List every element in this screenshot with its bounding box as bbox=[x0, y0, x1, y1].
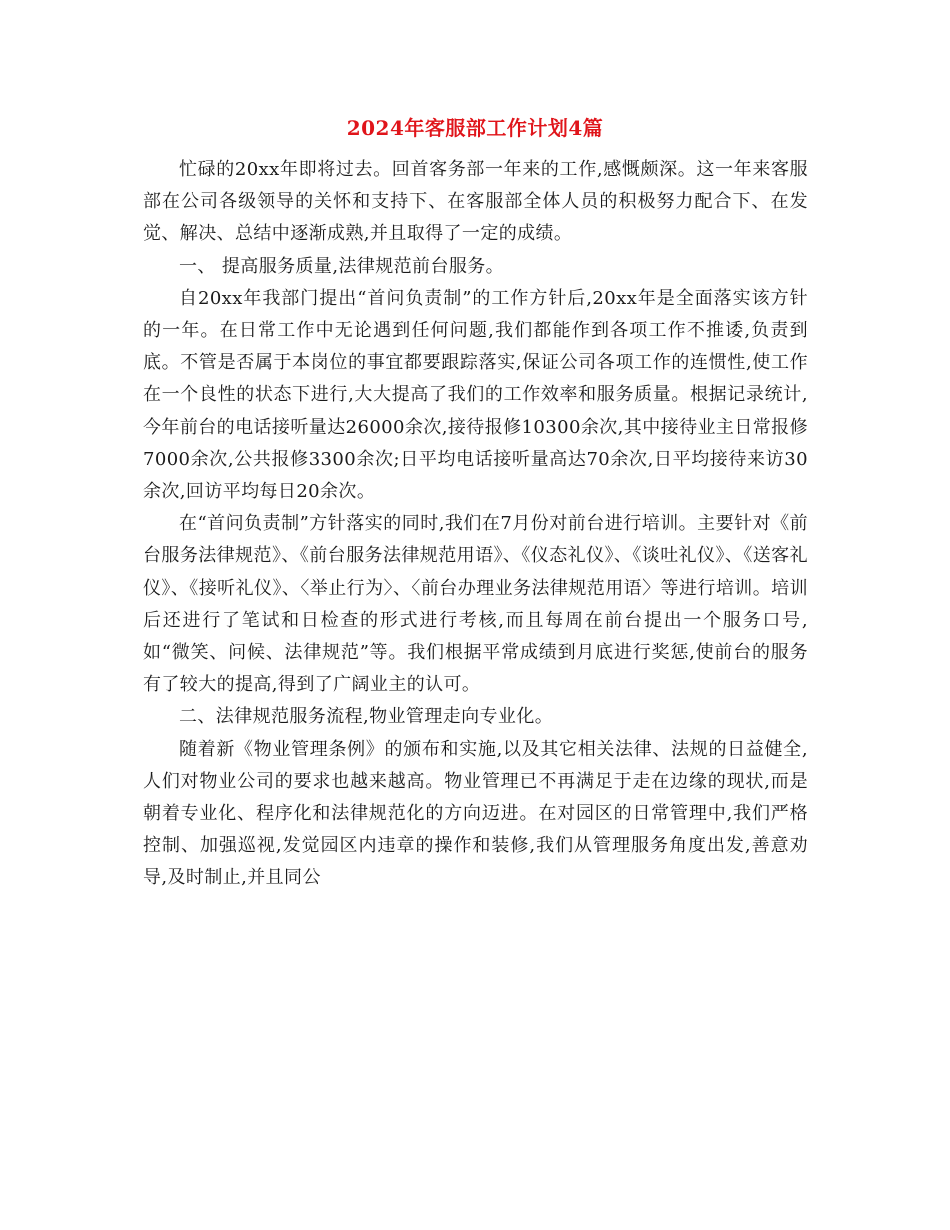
document-body bbox=[143, 154, 808, 895]
section-heading-1: 一、 提高服务质量,法律规范前台服务。 bbox=[179, 255, 505, 277]
paragraph-first-responsibility: 自20xx年我部门提出“首问负责制”的工作方针后,20xx年是全面落实该方针的一年。在日常工作中无论遇到任何问题,我们都能作到各项工作不推诿,负责到底。不管是否属于本岗位的事宜都要跟踪落实,保证公司各项工作的连惯性,使工作在一个良性的状态下进行,大大提高了我们的工作效率和服务质量。根据记录统计,今年前台的电话接听量达26000余次,接待报修10300余次,其中接待业主日常报修7000余次,公共报修3300余次;日平均电话接听量高达70余次,日平均接待来访30余次,回访平均每日20余次。 bbox=[143, 287, 808, 503]
paragraph-property-management: 随着新《物业管理条例》的颁布和实施,以及其它相关法律、法规的日益健全,人们对物业公司的要求也越来越高。物业管理已不再满足于走在边缘的现状,而是朝着专业化、程序化和法律规范化的方向迈进。在对园区的日常管理中,我们严格控制、加强巡视,发觉园区内违章的操作和装修,我们从管理服务角度出发,善意劝导,及时制止,并且同公 bbox=[143, 738, 808, 889]
section-heading-2: 二、法律规范服务流程,物业管理走向专业化。 bbox=[179, 706, 554, 728]
paragraph-training: 在“首问负责制”方针落实的同时,我们在7月份对前台进行培训。主要针对《前台服务法律规范》、《前台服务法律规范用语》、《仪态礼仪》、《谈吐礼仪》、《送客礼仪》、《接听礼仪》、〈举止行为〉、〈前台办理业务法律规范用语〉等进行培训。培训后还进行了笔试和日检查的形式进行考核,而且每周在前台提出一个服务口号,如“微笑、问候、法律规范”等。我们根据平常成绩到月底进行奖惩,使前台的服务有了较大的提高,得到了广阔业主的认可。 bbox=[143, 513, 808, 696]
paragraph-intro: 忙碌的20xx年即将过去。回首客务部一年来的工作,感慨颇深。这一年来客服部在公司各级领导的关怀和支持下、在客服部全体人员的积极努力配合下、在发觉、解决、总结中逐渐成熟,并且取得了一定的成绩。 bbox=[143, 159, 808, 245]
document-title: 2024年客服部工作计划4篇 bbox=[346, 116, 604, 140]
